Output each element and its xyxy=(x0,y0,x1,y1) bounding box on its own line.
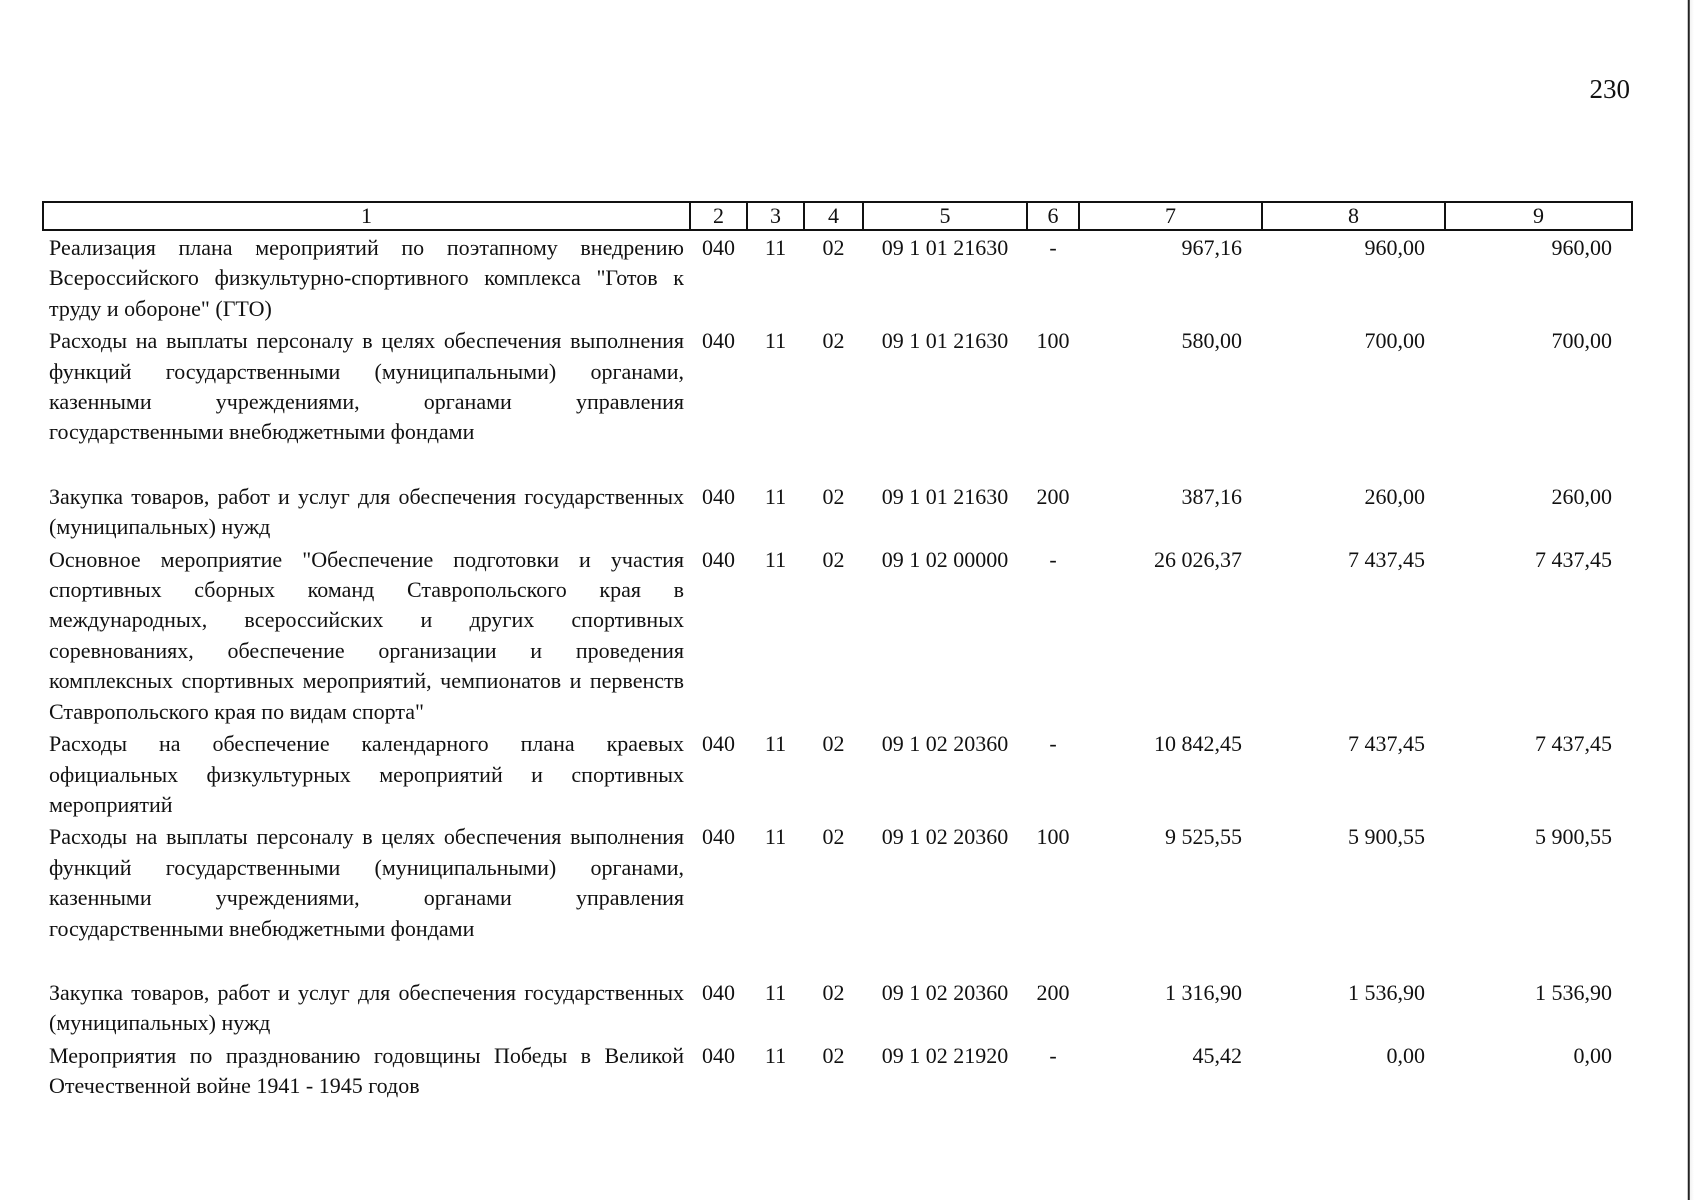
table-row xyxy=(43,324,1632,480)
row-name: Реализация плана мероприятий по поэтапному внедрению Всероссийского физкультурно-спортивного комплекса "Готов к труду и обороне" (ГТО) xyxy=(49,235,684,321)
row-col-4: 02 xyxy=(822,1042,845,1068)
row-col-6: 200 xyxy=(1036,979,1070,1005)
row-col-3: 11 xyxy=(764,1042,787,1068)
row-name: Расходы на обеспечение календарного плана краевых официальных физкультурных мероприятий и спортивных мероприятий xyxy=(49,731,684,817)
table-row xyxy=(43,727,1632,820)
row-col-7: 580,00 xyxy=(1181,328,1242,354)
row-col-3: 11 xyxy=(764,235,787,260)
row-col-3: 11 xyxy=(764,824,787,850)
row-col-6: 100 xyxy=(1036,824,1070,850)
row-name: Закупка товаров, работ и услуг для обеспечения государственных (муниципальных) нужд xyxy=(49,483,684,540)
row-col-8: 1 536,90 xyxy=(1348,979,1425,1005)
row-col-8: 960,00 xyxy=(1364,235,1425,260)
row-col-4: 02 xyxy=(822,979,845,1005)
row-col-8: 0,00 xyxy=(1386,1042,1425,1068)
header-col-6: 6 xyxy=(1027,202,1079,230)
row-col-2: 040 xyxy=(702,235,735,260)
row-col-4: 02 xyxy=(822,824,845,850)
row-col-8: 7 437,45 xyxy=(1348,731,1425,757)
page-number: 230 xyxy=(1589,74,1630,104)
row-col-2: 040 xyxy=(702,979,735,1005)
row-col-3: 11 xyxy=(764,328,787,354)
row-name: Расходы на выплаты персоналу в целях обеспечения выполнения функций государственными (муниципальными) органами, казенными учреждениями, органами управления государственными внебюджетными фондами xyxy=(49,824,684,941)
row-col-2: 040 xyxy=(702,1042,735,1068)
row-col-4: 02 xyxy=(822,546,845,572)
row-col-6: 200 xyxy=(1036,483,1070,509)
row-col-9: 700,00 xyxy=(1551,328,1612,354)
row-col-2: 040 xyxy=(702,546,735,572)
row-col-9: 960,00 xyxy=(1551,235,1612,260)
table-row xyxy=(43,543,1632,727)
row-col-8: 7 437,45 xyxy=(1348,546,1425,572)
header-col-5: 5 xyxy=(863,202,1027,230)
row-col-7: 967,16 xyxy=(1181,235,1242,260)
header-col-1: 1 xyxy=(43,202,690,230)
row-col-7: 45,42 xyxy=(1192,1042,1242,1068)
row-col-3: 11 xyxy=(764,731,787,757)
row-col-7: 1 316,90 xyxy=(1165,979,1242,1005)
row-name: Основное мероприятие "Обеспечение подготовки и участия спортивных сборных команд Ставропольского края в международных, всероссийских и других спортивных соревнованиях, обеспечение организации и проведения комплексных спортивных мероприятий, чемпионатов и первенств Ставропольского края по видам спорта" xyxy=(49,546,684,724)
header-col-8: 8 xyxy=(1262,202,1445,230)
table-row xyxy=(43,1039,1632,1102)
table-row xyxy=(43,480,1632,543)
scan-edge-shadow xyxy=(1684,0,1694,1200)
row-col-9: 7 437,45 xyxy=(1535,731,1612,757)
row-col-9: 5 900,55 xyxy=(1535,824,1612,850)
header-col-3: 3 xyxy=(747,202,804,230)
table-row xyxy=(43,820,1632,976)
row-col-2: 040 xyxy=(702,483,735,509)
row-name: Мероприятия по празднованию годовщины Победы в Великой Отечественной войне 1941 - 1945 годов xyxy=(49,1042,684,1099)
row-col-3: 11 xyxy=(764,483,787,509)
row-col-5: 09 1 01 21630 xyxy=(881,235,1009,260)
header-col-7: 7 xyxy=(1079,202,1262,230)
row-col-5: 09 1 02 00000 xyxy=(881,546,1009,572)
budget-table xyxy=(42,201,1633,1102)
row-col-3: 11 xyxy=(764,979,787,1005)
row-col-5: 09 1 02 20360 xyxy=(881,979,1009,1005)
header-col-2: 2 xyxy=(690,202,747,230)
row-col-5: 09 1 01 21630 xyxy=(881,328,1009,354)
row-col-4: 02 xyxy=(822,235,845,260)
header-row xyxy=(43,202,1632,230)
row-col-7: 26 026,37 xyxy=(1154,546,1242,572)
row-col-8: 5 900,55 xyxy=(1348,824,1425,850)
row-col-2: 040 xyxy=(702,731,735,757)
row-col-5: 09 1 02 20360 xyxy=(881,824,1009,850)
row-col-9: 0,00 xyxy=(1573,1042,1612,1068)
header-col-9: 9 xyxy=(1445,202,1632,230)
row-col-4: 02 xyxy=(822,328,845,354)
row-col-7: 10 842,45 xyxy=(1154,731,1242,757)
row-col-6: - xyxy=(1049,1042,1057,1068)
row-col-2: 040 xyxy=(702,328,735,354)
row-col-5: 09 1 02 21920 xyxy=(881,1042,1009,1068)
table-row xyxy=(43,976,1632,1039)
row-col-7: 9 525,55 xyxy=(1165,824,1242,850)
row-col-5: 09 1 01 21630 xyxy=(881,483,1009,509)
row-col-3: 11 xyxy=(764,546,787,572)
row-col-2: 040 xyxy=(702,824,735,850)
row-col-9: 260,00 xyxy=(1551,483,1612,509)
row-col-7: 387,16 xyxy=(1181,483,1242,509)
table-row xyxy=(43,230,1632,324)
row-name: Закупка товаров, работ и услуг для обеспечения государственных (муниципальных) нужд xyxy=(49,979,684,1036)
row-col-9: 7 437,45 xyxy=(1535,546,1612,572)
row-col-6: - xyxy=(1049,731,1057,757)
row-col-6: 100 xyxy=(1036,328,1070,354)
row-col-5: 09 1 02 20360 xyxy=(881,731,1009,757)
row-col-8: 260,00 xyxy=(1364,483,1425,509)
row-col-6: - xyxy=(1049,546,1057,572)
header-col-4: 4 xyxy=(804,202,863,230)
row-col-8: 700,00 xyxy=(1364,328,1425,354)
row-col-6: - xyxy=(1049,235,1057,260)
row-name: Расходы на выплаты персоналу в целях обеспечения выполнения функций государственными (муниципальными) органами, казенными учреждениями, органами управления государственными внебюджетными фондами xyxy=(49,328,684,445)
row-col-9: 1 536,90 xyxy=(1535,979,1612,1005)
row-col-4: 02 xyxy=(822,731,845,757)
row-col-4: 02 xyxy=(822,483,845,509)
